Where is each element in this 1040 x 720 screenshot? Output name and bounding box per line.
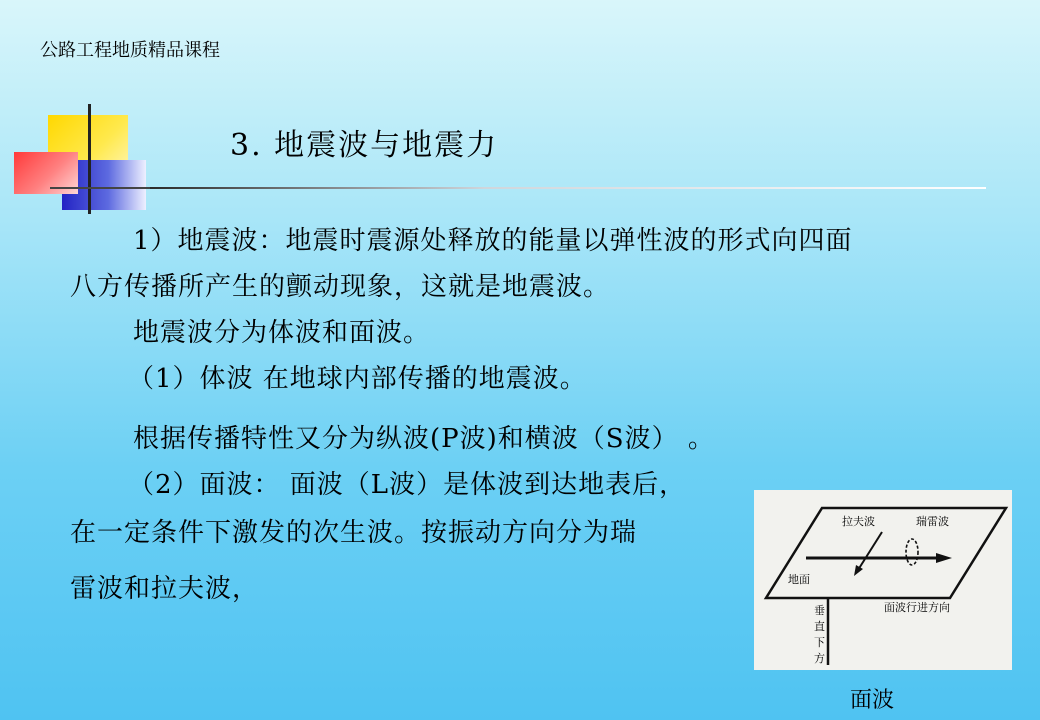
surface-wave-figure: [754, 490, 1012, 670]
figure-caption: 面波: [850, 688, 895, 713]
slide-title: 3. 地震波与地震力: [230, 128, 499, 163]
title-underline: [150, 187, 986, 189]
course-title: 公路工程地质精品课程: [40, 40, 220, 61]
love-wave-arrowhead: [854, 565, 863, 576]
decor-vertical-line: [88, 104, 91, 214]
rayleigh-wave-orbit: [906, 539, 918, 565]
rayleigh-wave-label: 瑞雷波: [916, 515, 949, 528]
direction-label: 面波行进方向: [884, 601, 950, 614]
body-line: 在一定条件下激发的次生波。按振动方向分为瑞: [70, 518, 638, 548]
body-line: 1）地震波：地震时震源处释放的能量以弹性波的形式向四面: [133, 226, 853, 256]
vertical-label-char: 下: [814, 636, 825, 649]
body-line: 八方传播所产生的颤动现象，这就是地震波。: [70, 272, 611, 302]
direction-arrowhead: [936, 553, 952, 563]
body-line: 根据传播特性又分为纵波(P波)和横波（S波） 。: [133, 424, 715, 454]
body-line: 雷波和拉夫波，: [70, 574, 260, 604]
vertical-label-char: 垂: [814, 604, 825, 617]
surface-wave-diagram: [754, 490, 1012, 670]
vertical-label-char: 直: [814, 620, 825, 633]
love-wave-label: 拉夫波: [842, 515, 875, 528]
ground-label: 地面: [788, 573, 810, 586]
body-line: （2）面波： 面波（L波）是体波到达地表后，: [128, 470, 687, 500]
body-line: （1）体波 在地球内部传播的地震波。: [128, 364, 587, 394]
vertical-label-char: 方: [814, 652, 825, 665]
body-line: 地震波分为体波和面波。: [133, 318, 431, 348]
love-wave-arrow: [858, 532, 882, 570]
